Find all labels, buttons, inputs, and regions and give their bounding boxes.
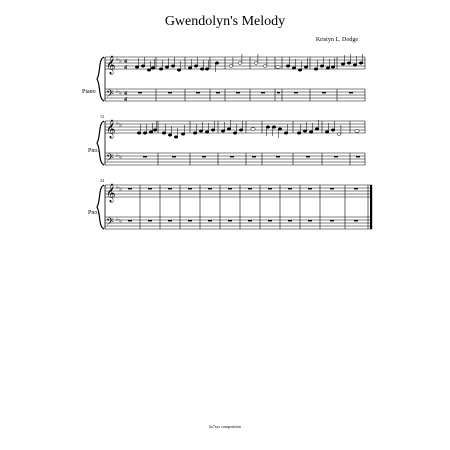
flat-icon: ♭ (119, 187, 122, 193)
instrument-label: Pno. (88, 210, 99, 216)
flat-icon: ♭ (119, 219, 122, 225)
instrument-label: Pno. (88, 148, 99, 154)
barlines (140, 185, 368, 229)
measure-number: 24 (100, 178, 104, 183)
barlines (156, 57, 365, 101)
bass-clef-icon: 𝄢 (106, 152, 114, 166)
final-barline (370, 185, 372, 229)
system-2 (88, 114, 365, 166)
flat-icon: ♭ (116, 217, 119, 223)
treble-clef-icon: 𝄞 (106, 183, 116, 202)
bass-clef-icon: 𝄢 (106, 216, 114, 230)
brace-icon (97, 121, 104, 165)
flat-icon: ♭ (119, 91, 122, 97)
time-signature: 4 (124, 59, 127, 65)
barlines (158, 121, 365, 165)
whole-rest-icon (128, 188, 358, 221)
bass-staff (105, 217, 372, 229)
flat-icon: ♭ (116, 57, 119, 63)
system-1 (82, 54, 365, 103)
page-title: Gwendolyn's Melody (164, 14, 286, 29)
flat-icon: ♭ (116, 89, 119, 95)
treble-clef-icon: 𝄞 (106, 55, 116, 74)
treble-clef-icon: 𝄞 (106, 119, 116, 138)
treble-staff (105, 185, 372, 197)
composer-name: Kristyn L. Dodge (315, 37, 358, 43)
bass-clef-icon: 𝄢 (106, 88, 114, 102)
flat-icon: ♭ (119, 155, 122, 161)
time-signature: 4 (124, 97, 127, 103)
bass-staff (105, 89, 365, 101)
brace-icon (97, 185, 104, 229)
system-3 (88, 178, 372, 230)
time-signature: 4 (124, 65, 127, 71)
flat-icon: ♭ (119, 59, 122, 65)
time-signature: 4 (124, 91, 127, 97)
bass-staff (105, 153, 365, 165)
flat-icon: ♭ (116, 121, 119, 127)
brace-icon (97, 57, 104, 101)
flat-icon: ♭ (116, 153, 119, 159)
page-footer: ks7sys composition (209, 424, 241, 429)
notes (137, 120, 359, 138)
instrument-label: Piano (82, 89, 96, 95)
flat-icon: ♭ (116, 185, 119, 191)
flat-icon: ♭ (119, 123, 122, 129)
measure-number: 13 (100, 114, 104, 119)
